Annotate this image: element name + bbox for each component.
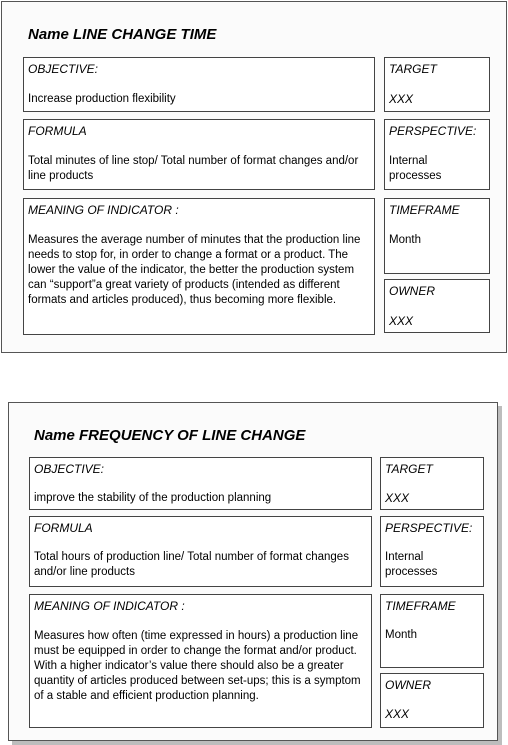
target-box — [380, 457, 484, 510]
objective-value: Increase production flexibility — [28, 93, 176, 105]
target-box — [384, 57, 490, 112]
perspective-label: PERSPECTIVE: — [385, 521, 473, 535]
kpi-card-line-change-time — [1, 1, 507, 353]
objective-label: OBJECTIVE: — [34, 462, 105, 476]
perspective-box — [384, 119, 490, 190]
perspective-value: Internal processes — [389, 155, 442, 182]
formula-label: FORMULA — [28, 124, 87, 138]
card-title: Name FREQUENCY OF LINE CHANGE — [34, 427, 306, 444]
timeframe-label: TIMEFRAME — [389, 203, 460, 217]
meaning-box — [23, 198, 375, 335]
meaning-value: Measures how often (time expressed in hours) a production line must be equipped in order to change the format and/or product. With a higher indicator’s value there should also be a greater quantity of articles produced between set-ups; this is a symptom of a stable and efficient production planning. — [34, 630, 361, 702]
meaning-box — [29, 594, 372, 728]
timeframe-box — [380, 594, 484, 668]
objective-box — [23, 57, 375, 112]
perspective-value: Internal processes — [385, 551, 438, 578]
objective-value: improve the stability of the production planning — [34, 492, 272, 504]
owner-label: OWNER — [389, 284, 435, 298]
meaning-label: MEANING OF INDICATOR : — [34, 599, 185, 613]
formula-box — [23, 119, 375, 190]
formula-label: FORMULA — [34, 521, 93, 535]
target-value: XXX — [389, 92, 414, 106]
meaning-label: MEANING OF INDICATOR : — [28, 203, 179, 217]
kpi-card-frequency-of-line-change — [8, 402, 498, 741]
formula-value: Total hours of production line/ Total number of format changes and/or line products — [34, 551, 349, 578]
objective-label: OBJECTIVE: — [28, 62, 99, 76]
owner-value: XXX — [389, 314, 414, 328]
timeframe-label: TIMEFRAME — [385, 599, 456, 613]
formula-value: Total minutes of line stop/ Total number of format changes and/or line products — [28, 155, 359, 182]
timeframe-value: Month — [385, 629, 417, 641]
owner-box — [384, 279, 490, 333]
owner-label: OWNER — [385, 678, 431, 692]
target-label: TARGET — [389, 62, 437, 76]
formula-box — [29, 516, 372, 587]
perspective-label: PERSPECTIVE: — [389, 124, 477, 138]
owner-value: XXX — [385, 707, 410, 721]
card-title: Name LINE CHANGE TIME — [28, 26, 217, 43]
meaning-value: Measures the average number of minutes that the production line needs to stop for, in order to change a format or a product. The lower the value of the indicator, the better the production system can “support”a great variety of products (intended as different formats and articles produced), thus becoming more flexible. — [28, 234, 361, 306]
timeframe-box — [384, 198, 490, 274]
owner-box — [380, 673, 484, 728]
perspective-box — [380, 516, 484, 587]
timeframe-value: Month — [389, 234, 421, 246]
objective-box — [29, 457, 372, 510]
target-label: TARGET — [385, 462, 433, 476]
target-value: XXX — [385, 491, 410, 505]
